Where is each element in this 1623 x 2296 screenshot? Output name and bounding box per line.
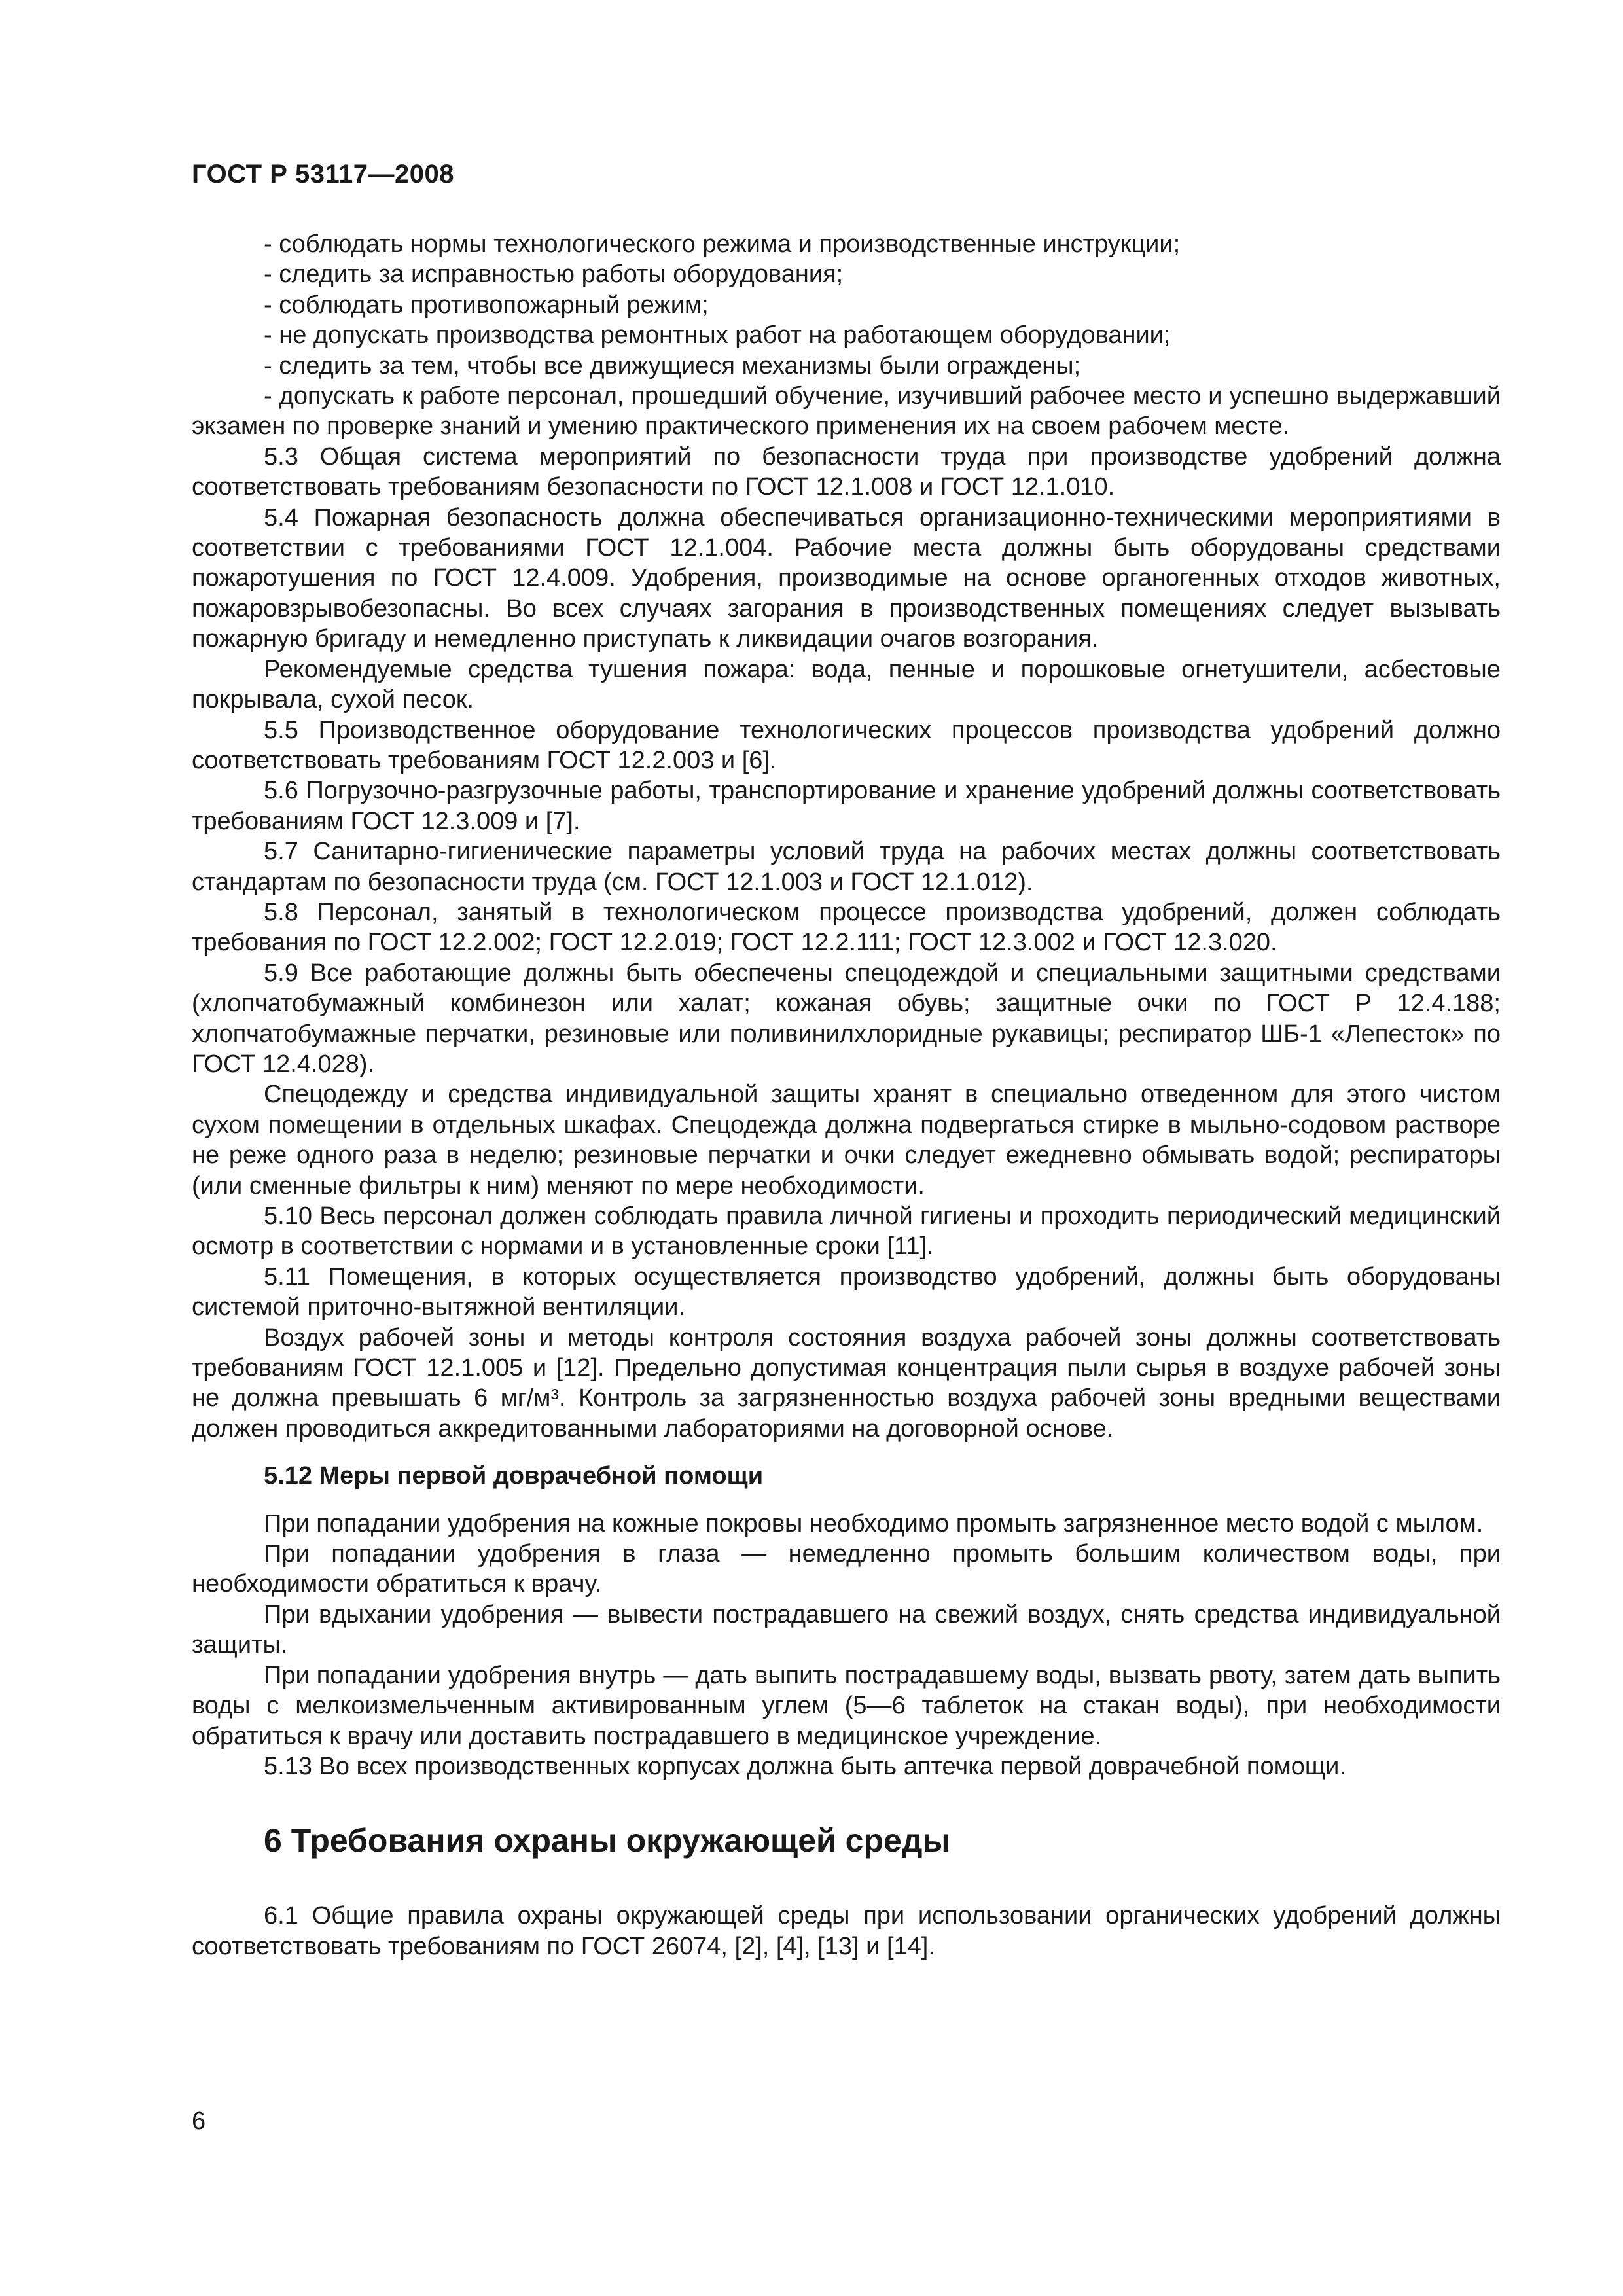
clause-5-6: 5.6 Погрузочно-разгрузочные работы, транспортирование и хранение удобрений должны соответствовать требованиям ГОСТ 12.3.009 и [7].: [192, 777, 1501, 835]
list-item: - следить за исправностью работы оборудования;: [264, 260, 844, 289]
list-item: - не допускать производства ремонтных работ на работающем оборудовании;: [264, 321, 1171, 350]
list-item: - допускать к работе персонал, прошедший обучение, изучивший рабочее место и успешно выдержавший экзамен по проверке знаний и умению практического применения их на своем рабочем месте.: [192, 382, 1501, 440]
clause-5-4: 5.4 Пожарная безопасность должна обеспечиваться организационно-техническими мероприятиями в соответствии с требованиями ГОСТ 12.1.004. Рабочие места должны быть оборудованы средствами пожаротушения по ГОСТ 12.4.009. Удобрения, производимые на основе органогенных отходов животных, пожаровзрывобезопасны. Во всех случаях загорания в производственных помещениях следует вызывать пожарную бригаду и немедленно приступать к ликвидации очагов возгорания.: [192, 503, 1501, 653]
paragraph: Рекомендуемые средства тушения пожара: вода, пенные и порошковые огнетушители, асбестовые покрывала, сухой песок.: [192, 655, 1501, 714]
clause-5-10: 5.10 Весь персонал должен соблюдать правила личной гигиены и проходить периодический медицинский осмотр в соответствии с нормами и в установленные сроки [11].: [192, 1202, 1501, 1261]
paragraph: При попадании удобрения в глаза — немедленно промыть большим количеством воды, при необходимости обратиться к врачу.: [192, 1540, 1501, 1598]
paragraph: При попадании удобрения на кожные покровы необходимо промыть загрязненное место водой с мылом.: [264, 1509, 1484, 1537]
page-number: 6: [192, 2108, 206, 2135]
paragraph: Воздух рабочей зоны и методы контроля состояния воздуха рабочей зоны должны соответствовать требованиям ГОСТ 12.1.005 и [12]. Предельно допустимая концентрация пыли сырья в воздухе рабочей зоны не должна превышать 6 мг/м³. Контроль за загрязненностью воздуха рабочей зоны вредными веществами должен проводиться аккредитованными лабораториями на договорной основе.: [192, 1323, 1501, 1443]
clause-5-7: 5.7 Санитарно-гигиенические параметры условий труда на рабочих местах должны соответствовать стандартам по безопасности труда (см. ГОСТ 12.1.003 и ГОСТ 12.1.012).: [192, 838, 1501, 896]
section-heading: 6 Требования охраны окружающей среды: [264, 1822, 951, 1859]
clause-6-1: 6.1 Общие правила охраны окружающей среды при использовании органических удобрений должны соответствовать требованиям по ГОСТ 26074, [2], [4], [13] и [14].: [192, 1902, 1501, 1960]
list-item: - соблюдать противопожарный режим;: [264, 291, 709, 319]
list-item: - соблюдать нормы технологического режима и производственные инструкции;: [264, 230, 1181, 258]
clause-5-3: 5.3 Общая система мероприятий по безопасности труда при производстве удобрений должна соответствовать требованиям безопасности по ГОСТ 12.1.008 и ГОСТ 12.1.010.: [192, 442, 1501, 501]
clause-5-8: 5.8 Персонал, занятый в технологическом процессе производства удобрений, должен соблюдать требования по ГОСТ 12.2.002; ГОСТ 12.2.019; ГОСТ 12.2.111; ГОСТ 12.3.002 и ГОСТ 12.3.020.: [192, 898, 1501, 957]
document-header: ГОСТ Р 53117—2008: [192, 160, 454, 188]
paragraph: При попадании удобрения внутрь — дать выпить пострадавшему воды, вызвать рвоту, затем дать выпить воды с мелкоизмельченным активированным углем (5—6 таблеток на стакан воды), при необходимости обратиться к врачу или доставить пострадавшего в медицинское учреждение.: [192, 1661, 1501, 1750]
clause-5-11: 5.11 Помещения, в которых осуществляется производство удобрений, должны быть оборудованы системой приточно-вытяжной вентиляции.: [192, 1263, 1501, 1321]
paragraph: При вдыхании удобрения — вывести пострадавшего на свежий воздух, снять средства индивидуальной защиты.: [192, 1600, 1501, 1659]
list-item: - следить за тем, чтобы все движущиеся механизмы были ограждены;: [264, 351, 1081, 380]
clause-5-13: 5.13 Во всех производственных корпусах должна быть аптечка первой доврачебной помощи.: [264, 1752, 1346, 1780]
document-body: [192, 229, 1501, 1962]
clause-5-5: 5.5 Производственное оборудование технологических процессов производства удобрений должно соответствовать требованиям ГОСТ 12.2.003 и [6].: [192, 716, 1501, 774]
subsection-heading: 5.12 Меры первой доврачебной помощи: [264, 1462, 764, 1490]
clause-5-9: 5.9 Все работающие должны быть обеспечены спецодеждой и специальными защитными средствами (хлопчатобумажный комбинезон или халат; кожаная обувь; защитные очки по ГОСТ Р 12.4.188; хлопчатобумажные перчатки, резиновые или поливинилхлоридные рукавицы; респиратор ШБ-1 «Лепесток» по ГОСТ 12.4.028).: [192, 959, 1501, 1078]
paragraph: Спецодежду и средства индивидуальной защиты хранят в специально отведенном для этого чистом сухом помещении в отдельных шкафах. Спецодежда должна подвергаться стирке в мыльно-содовом растворе не реже одного раза в неделю; резиновые перчатки и очки следует ежедневно обмывать водой; респираторы (или сменные фильтры к ним) меняют по мере необходимости.: [192, 1081, 1501, 1200]
